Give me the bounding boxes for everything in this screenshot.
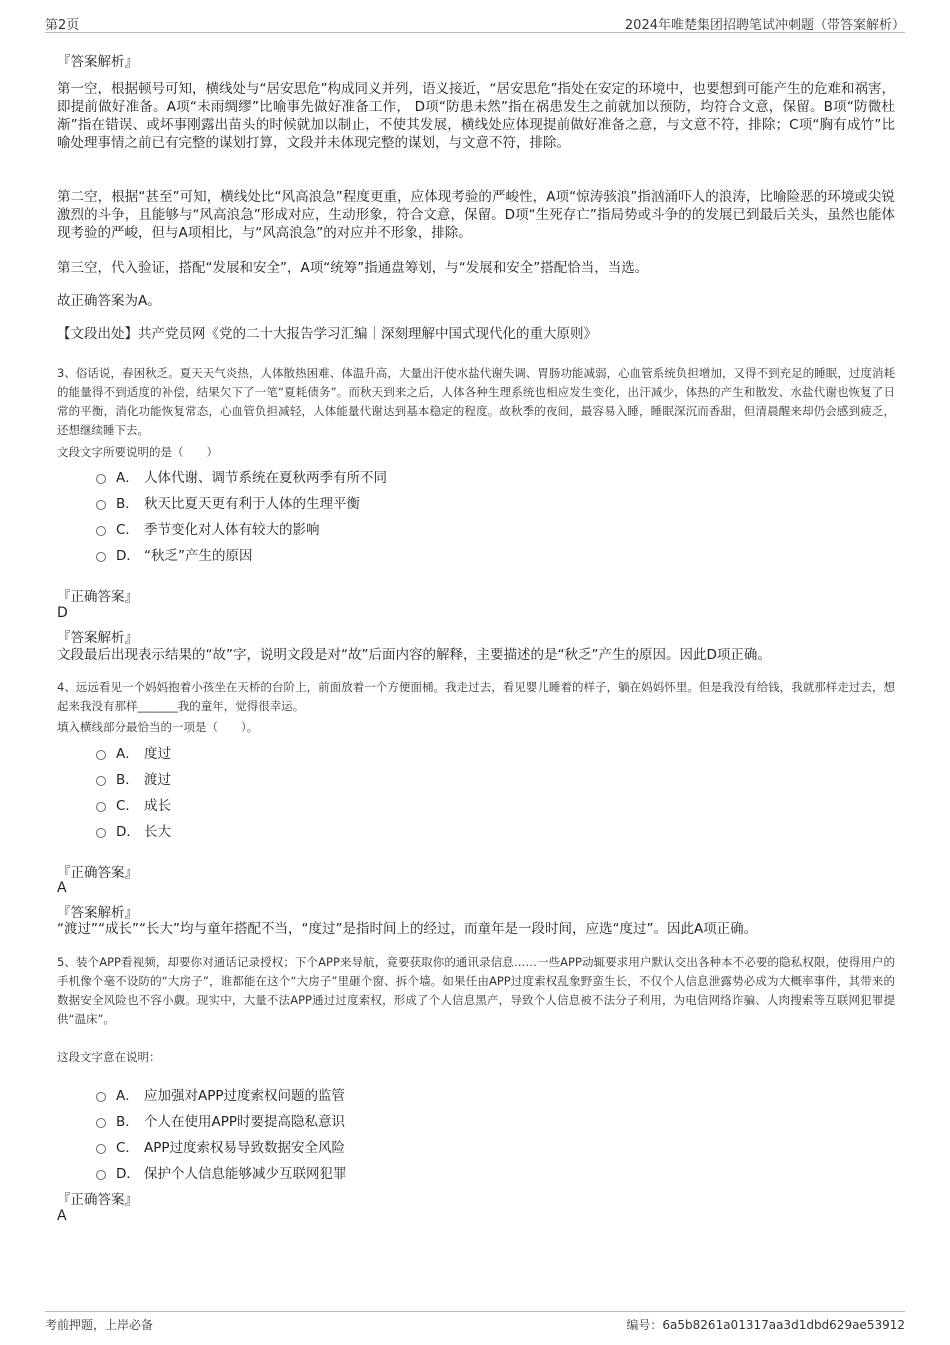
q4-option-b[interactable]: B． 渡过 [96, 768, 171, 788]
q3-option-c[interactable]: C． 季节变化对人体有较大的影响 [96, 518, 320, 538]
q4-option-d[interactable]: D． 长大 [96, 820, 171, 840]
page-header [45, 12, 905, 33]
q3-analysis: 文段最后出现表示结果的“故”字，说明文段是对“故”后面内容的解释，主要描述的是“秋乏”产生的原因。因此D项正确。 [57, 647, 771, 663]
q3-option-d[interactable]: D． “秋乏”产生的原因 [96, 544, 253, 564]
q3-answer: D [57, 605, 68, 621]
q4-analysis: “渡过”“成长”“长大”均与童年搭配不当，“度过”是指时间上的经过，而童年是一段时间，应选“度过”。因此A项正确。 [57, 921, 758, 937]
q2-analysis-p3: 第三空，代入验证，搭配“发展和安全”，A项“统筹”指通盘筹划，与“发展和安全”搭配恰当，当选。 [57, 260, 649, 276]
q4-stem: 4、远远看见一个妈妈抱着小孩坐在天桥的台阶上，前面放着一个方便面桶。我走过去，看见婴儿睡着的样子，躺在妈妈怀里。但是我没有给钱，我就那样走过去，想起来我没有那样_______我的童年，觉得很幸运。 [57, 680, 895, 713]
q2-analysis-p2: 第二空，根据“甚至”可知，横线处比“风高浪急”程度更重，应体现考验的严峻性，A项“惊涛骇浪”指汹涌吓人的浪涛，比喻险恶的环境或尖锐激烈的斗争，且能够与“风高浪急”形成对应，生动形象，符合文意，保留。D项“生死存亡”指局势或斗争的的发展已到最后关头，虽然也能体现考验的严峻，但与A项相比，与“风高浪急”的对应并不形象，排除。 [57, 189, 895, 241]
q5-stem: 5、装个APP看视频，却要你对通话记录授权；下个APP来导航，竟要获取你的通讯录信息……一些APP动辄要求用户默认交出各种本不必要的隐私权限，使得用户的手机像个毫不设防的“大房子”，谁都能在这个“大房子”里砸个窗、拆个墙。如果任由APP过度索权乱象野蛮生长，不仅个人信息泄露势必成为大概率事件，其带来的数据安全风险也不容小觑。现实中，大量不法APP通过过度索权，形成了个人信息黑产，导致个人信息被不法分子利用，为电信网络诈骗、人肉搜索等互联网犯罪提供“温床”。 [57, 955, 895, 1026]
radio-icon[interactable] [96, 828, 106, 838]
q5-answer-label: 『正确答案』 [57, 1192, 138, 1208]
q4-answer-label: 『正确答案』 [57, 865, 138, 881]
q5-option-b[interactable]: B． 个人在使用APP时要提高隐私意识 [96, 1110, 345, 1130]
radio-icon[interactable] [96, 552, 106, 562]
q4-answer: A [57, 880, 67, 896]
q4-question: 填入横线部分最恰当的一项是（ ）。 [57, 720, 259, 734]
document-title: 2024年唯楚集团招聘笔试冲刺题（带答案解析） [624, 18, 905, 33]
radio-icon[interactable] [96, 1118, 106, 1128]
q5-answer: A [57, 1208, 67, 1224]
q5-option-c[interactable]: C． APP过度索权易导致数据安全风险 [96, 1136, 345, 1156]
document-code: 编号：6a5b8261a01317aa3d1dbd629ae53912 [626, 1318, 905, 1332]
q5-option-d[interactable]: D． 保护个人信息能够减少互联网犯罪 [96, 1162, 347, 1182]
q2-analysis-label: 『答案解析』 [57, 54, 138, 70]
q3-analysis-label: 『答案解析』 [57, 630, 138, 646]
q2-analysis-p1: 第一空，根据顿号可知，横线处与“居安思危”构成同义并列，语义接近，“居安思危”指处在安定的环境中，也要想到可能产生的危难和祸害，即提前做好准备。A项“未雨绸缪”比喻事先做好准备工作， D项“防患未然”指在祸患发生之前就加以预防，均符合文意，保留。B项“防微杜渐”指在错误、或坏事刚露出苗头的时候就加以制止，不使其发展，横线处应体现提前做好准备之意，与文意不符，排除；C项“胸有成竹”比喻处理事情之前已有完整的谋划打算，文段并未体现完整的谋划，与文意不符，排除。 [57, 81, 895, 151]
q3-question: 文段文字所要说明的是（ ） [57, 445, 218, 459]
radio-icon[interactable] [96, 1170, 106, 1180]
radio-icon[interactable] [96, 526, 106, 536]
q4-option-a[interactable]: A． 度过 [96, 742, 171, 762]
footer-slogan: 考前押题，上岸必备 [45, 1318, 154, 1332]
q5-question: 这段文字意在说明： [57, 1050, 161, 1064]
radio-icon[interactable] [96, 776, 106, 786]
q2-analysis-p4: 故正确答案为A。 [57, 293, 161, 309]
page-number: 第2页 [45, 18, 80, 33]
radio-icon[interactable] [96, 750, 106, 760]
radio-icon[interactable] [96, 1092, 106, 1102]
q5-option-a[interactable]: A． 应加强对APP过度索权问题的监管 [96, 1084, 345, 1104]
q3-option-a[interactable]: A． 人体代谢、调节系统在夏秋两季有所不同 [96, 466, 387, 486]
radio-icon[interactable] [96, 474, 106, 484]
radio-icon[interactable] [96, 1144, 106, 1154]
q4-option-c[interactable]: C． 成长 [96, 794, 171, 814]
q2-source: 【文段出处】共产党员网《党的二十大报告学习汇编｜深刻理解中国式现代化的重大原则》 [57, 326, 597, 342]
q3-option-b[interactable]: B． 秋天比夏天更有利于人体的生理平衡 [96, 492, 360, 512]
q3-answer-label: 『正确答案』 [57, 589, 138, 605]
page-footer [45, 1311, 905, 1332]
q3-stem: 3、俗话说，春困秋乏。夏天天气炎热，人体散热困难、体温升高，大量出汗使水盐代谢失调、胃肠功能减弱，心血管系统负担增加，又得不到充足的睡眠，过度消耗的能量得不到适度的补偿，结果欠下了一笔“夏耗债务”。而秋天到来之后，人体各种生理系统也相应发生变化，出汗减少，体热的产生和散发、水盐代谢也恢复了日常的平衡，消化功能恢复常态，心血管负担减轻，人体能量代谢达到基本稳定的程度。故秋季的夜间，最容易入睡，睡眠深沉而香甜，但清晨醒来却仍会感到疲乏，还想继续睡下去。 [57, 366, 895, 437]
radio-icon[interactable] [96, 500, 106, 510]
q4-analysis-label: 『答案解析』 [57, 905, 138, 921]
radio-icon[interactable] [96, 802, 106, 812]
q4-blank: _______ [137, 699, 178, 713]
